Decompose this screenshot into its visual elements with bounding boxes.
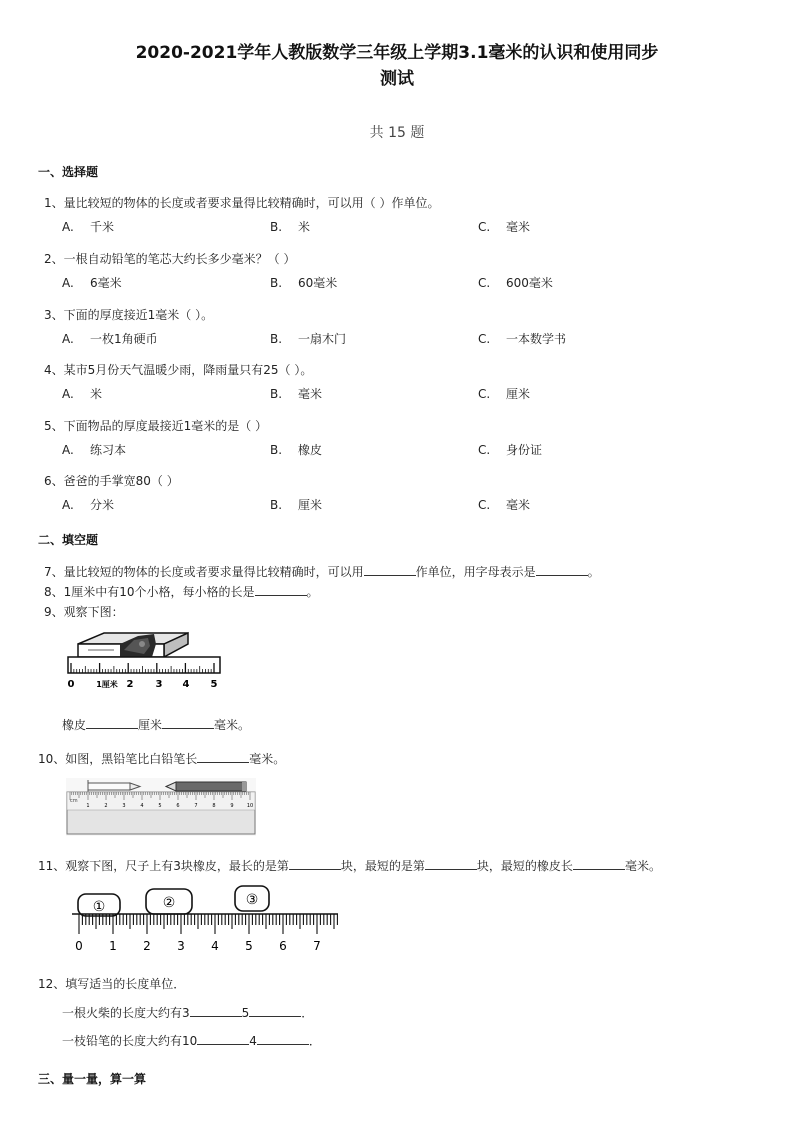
option-text: 练习本 bbox=[90, 443, 127, 457]
question-8 bbox=[44, 583, 319, 600]
option-b[interactable] bbox=[270, 496, 322, 513]
option-a[interactable] bbox=[62, 385, 102, 402]
option-c[interactable] bbox=[478, 330, 566, 347]
q12-text: 一根火柴的长度大约有3 bbox=[62, 1006, 190, 1020]
option-text: 米 bbox=[298, 220, 311, 234]
option-letter: A. bbox=[62, 220, 74, 234]
ruler-label: 2 bbox=[126, 679, 134, 690]
question-1-stem: 1、量比较短的物体的长度或者要求量得比较精确时，可以用（ ）作单位。 bbox=[44, 196, 440, 210]
ruler-label: 4 bbox=[211, 939, 219, 953]
q9-text: 厘米 bbox=[138, 718, 163, 732]
ruler-label: 3 bbox=[122, 803, 126, 809]
eraser-label: ③ bbox=[245, 892, 259, 908]
ruler-label: 1厘米 bbox=[96, 680, 118, 689]
question-6-stem: 6、爸爸的手掌宽80（ ） bbox=[44, 474, 179, 488]
ruler-label: 8 bbox=[212, 803, 216, 809]
answer-blank[interactable] bbox=[197, 752, 249, 763]
option-b[interactable] bbox=[270, 385, 322, 402]
option-letter: C. bbox=[478, 498, 491, 512]
q7-text: 。 bbox=[587, 565, 600, 579]
pencils-ruler-figure bbox=[66, 778, 256, 836]
q9-text: 橡皮 bbox=[62, 718, 87, 732]
eraser-ruler-figure bbox=[64, 630, 224, 692]
question-11 bbox=[38, 857, 661, 874]
option-a[interactable] bbox=[62, 441, 126, 458]
eraser-3 bbox=[235, 886, 269, 911]
q10-text: 毫米。 bbox=[249, 752, 286, 766]
answer-blank[interactable] bbox=[257, 1034, 309, 1045]
option-letter: C. bbox=[478, 276, 491, 290]
answer-blank[interactable] bbox=[86, 718, 138, 729]
option-a[interactable] bbox=[62, 274, 122, 291]
question-3-stem: 3、下面的厚度接近1毫米（ ）。 bbox=[44, 308, 214, 322]
option-c[interactable] bbox=[478, 274, 553, 291]
ruler-label: 10 bbox=[246, 803, 254, 809]
ruler-ticks bbox=[79, 914, 337, 934]
option-text: 厘米 bbox=[298, 498, 323, 512]
q11-text: 块，最短的橡皮长 bbox=[476, 859, 573, 873]
option-a[interactable] bbox=[62, 330, 158, 347]
question-12: 12、填写适当的长度单位． bbox=[38, 977, 186, 991]
question-12-line2 bbox=[62, 1032, 321, 1049]
q10-text: 10、如图，黑铅笔比白铅笔长 bbox=[38, 752, 198, 766]
eraser-label: ① bbox=[92, 899, 106, 915]
answer-blank[interactable] bbox=[197, 1034, 249, 1045]
option-text: 6毫米 bbox=[90, 276, 122, 290]
answer-blank[interactable] bbox=[573, 859, 625, 870]
option-text: 千米 bbox=[90, 220, 115, 234]
option-a[interactable] bbox=[62, 496, 114, 513]
option-letter: A. bbox=[62, 443, 74, 457]
option-text: 分米 bbox=[90, 498, 115, 512]
option-b[interactable] bbox=[270, 218, 310, 235]
ruler-label: 2 bbox=[143, 939, 151, 953]
ruler-labels bbox=[75, 939, 321, 953]
q11-text: 毫米。 bbox=[624, 859, 661, 873]
option-text: 毫米 bbox=[298, 387, 323, 401]
option-text: 一扇木门 bbox=[298, 332, 347, 346]
option-letter: B. bbox=[270, 220, 283, 234]
eraser-2 bbox=[146, 889, 192, 914]
three-erasers-figure bbox=[70, 880, 342, 956]
option-letter: A. bbox=[62, 498, 74, 512]
ruler-label: 1 bbox=[109, 939, 117, 953]
ruler-label: 4 bbox=[140, 803, 144, 809]
option-letter: A. bbox=[62, 332, 74, 346]
option-text: 毫米 bbox=[506, 498, 531, 512]
section-heading-choice: 一、选择题 bbox=[38, 165, 99, 179]
option-a[interactable] bbox=[62, 218, 114, 235]
answer-blank[interactable] bbox=[536, 565, 588, 576]
page-title-line2: 测试 bbox=[380, 69, 414, 89]
question-10 bbox=[38, 750, 285, 767]
question-7 bbox=[44, 563, 600, 580]
option-letter: A. bbox=[62, 276, 74, 290]
eraser-1 bbox=[78, 894, 120, 916]
question-4-stem: 4、某市5月份天气温暖少雨，降雨量只有25（ ）。 bbox=[44, 363, 313, 377]
q12-text: 4 bbox=[249, 1034, 257, 1048]
q8-text: 。 bbox=[306, 585, 319, 599]
option-letter: B. bbox=[270, 387, 283, 401]
option-b[interactable] bbox=[270, 330, 346, 347]
option-c[interactable] bbox=[478, 441, 542, 458]
option-text: 米 bbox=[90, 387, 103, 401]
ruler-label: 3 bbox=[155, 679, 163, 690]
answer-blank[interactable] bbox=[249, 1006, 301, 1017]
option-text: 600毫米 bbox=[506, 276, 553, 290]
eraser-label: ② bbox=[162, 895, 176, 911]
q12-text: 一枝铅笔的长度大约有10 bbox=[62, 1034, 198, 1048]
question-9-answer bbox=[62, 716, 250, 733]
answer-blank[interactable] bbox=[289, 859, 341, 870]
ruler-label: 7 bbox=[194, 803, 198, 809]
ruler-label: 6 bbox=[176, 803, 180, 809]
ruler-label: 2 bbox=[104, 803, 108, 809]
ruler-label: 3 bbox=[177, 939, 185, 953]
q7-text: 作单位，用字母表示是 bbox=[415, 565, 536, 579]
ruler-label: 5 bbox=[210, 679, 218, 690]
answer-blank[interactable] bbox=[162, 718, 214, 729]
question-9: 9、观察下图： bbox=[44, 605, 124, 619]
page-title: 2020-2021学年人教版数学三年级上学期3.1毫米的认识和使用同步 bbox=[135, 43, 659, 63]
question-5-stem: 5、下面物品的厚度最接近1毫米的是（ ） bbox=[44, 419, 268, 433]
section-heading-fill: 二、填空题 bbox=[38, 533, 99, 547]
option-text: 橡皮 bbox=[298, 443, 323, 457]
ruler-label: 0 bbox=[75, 939, 83, 953]
option-text: 厘米 bbox=[506, 387, 531, 401]
option-text: 身份证 bbox=[506, 443, 543, 457]
option-letter: B. bbox=[270, 498, 283, 512]
ruler-label: 7 bbox=[313, 939, 321, 953]
answer-blank[interactable] bbox=[425, 859, 477, 870]
option-letter: C. bbox=[478, 387, 491, 401]
question-count: 共 15 题 bbox=[369, 125, 425, 141]
ruler-label: 1 bbox=[86, 803, 90, 809]
option-c[interactable] bbox=[478, 385, 530, 402]
option-letter: B. bbox=[270, 332, 283, 346]
q12-text: ． bbox=[301, 1006, 314, 1020]
option-letter: B. bbox=[270, 276, 283, 290]
q12-text: 5 bbox=[241, 1006, 250, 1020]
q9-text: 毫米。 bbox=[214, 718, 251, 732]
option-text: 60毫米 bbox=[298, 276, 338, 290]
option-letter: C. bbox=[478, 220, 491, 234]
ruler-label: 6 bbox=[279, 939, 287, 953]
ruler-unit: cm bbox=[70, 798, 78, 804]
ruler-label: 4 bbox=[182, 679, 190, 690]
q11-text: 11、观察下图，尺子上有3块橡皮，最长的是第 bbox=[38, 859, 289, 873]
option-text: 一本数学书 bbox=[506, 332, 567, 346]
option-c[interactable] bbox=[478, 496, 530, 513]
ruler-label: 5 bbox=[245, 939, 253, 953]
q7-text: 7、量比较短的物体的长度或者要求量得比较精确时，可以用 bbox=[44, 565, 364, 579]
black-pencil bbox=[166, 782, 246, 791]
answer-blank[interactable] bbox=[190, 1006, 242, 1017]
q8-text: 8、1厘米中有10个小格，每小格的长是 bbox=[44, 585, 255, 599]
answer-blank[interactable] bbox=[255, 585, 307, 596]
q12-text: ． bbox=[308, 1034, 321, 1048]
option-letter: C. bbox=[478, 332, 491, 346]
option-text: 一枚1角硬币 bbox=[90, 332, 158, 346]
question-12-line1 bbox=[62, 1004, 313, 1021]
option-c[interactable] bbox=[478, 218, 530, 235]
ruler-label: 5 bbox=[158, 803, 162, 809]
option-letter: B. bbox=[270, 443, 283, 457]
option-letter: C. bbox=[478, 443, 491, 457]
answer-blank[interactable] bbox=[364, 565, 416, 576]
option-b[interactable] bbox=[270, 441, 322, 458]
option-letter: A. bbox=[62, 387, 74, 401]
option-text: 毫米 bbox=[506, 220, 531, 234]
ruler-label: 0 bbox=[67, 679, 75, 690]
section-heading-measure: 三、量一量，算一算 bbox=[38, 1072, 147, 1086]
ruler-label: 9 bbox=[230, 803, 234, 809]
q11-text: 块，最短的是第 bbox=[340, 859, 425, 873]
question-2-stem: 2、一根自动铅笔的笔芯大约长多少毫米？（ ） bbox=[44, 252, 296, 266]
option-b[interactable] bbox=[270, 274, 337, 291]
ruler-labels bbox=[68, 679, 218, 690]
